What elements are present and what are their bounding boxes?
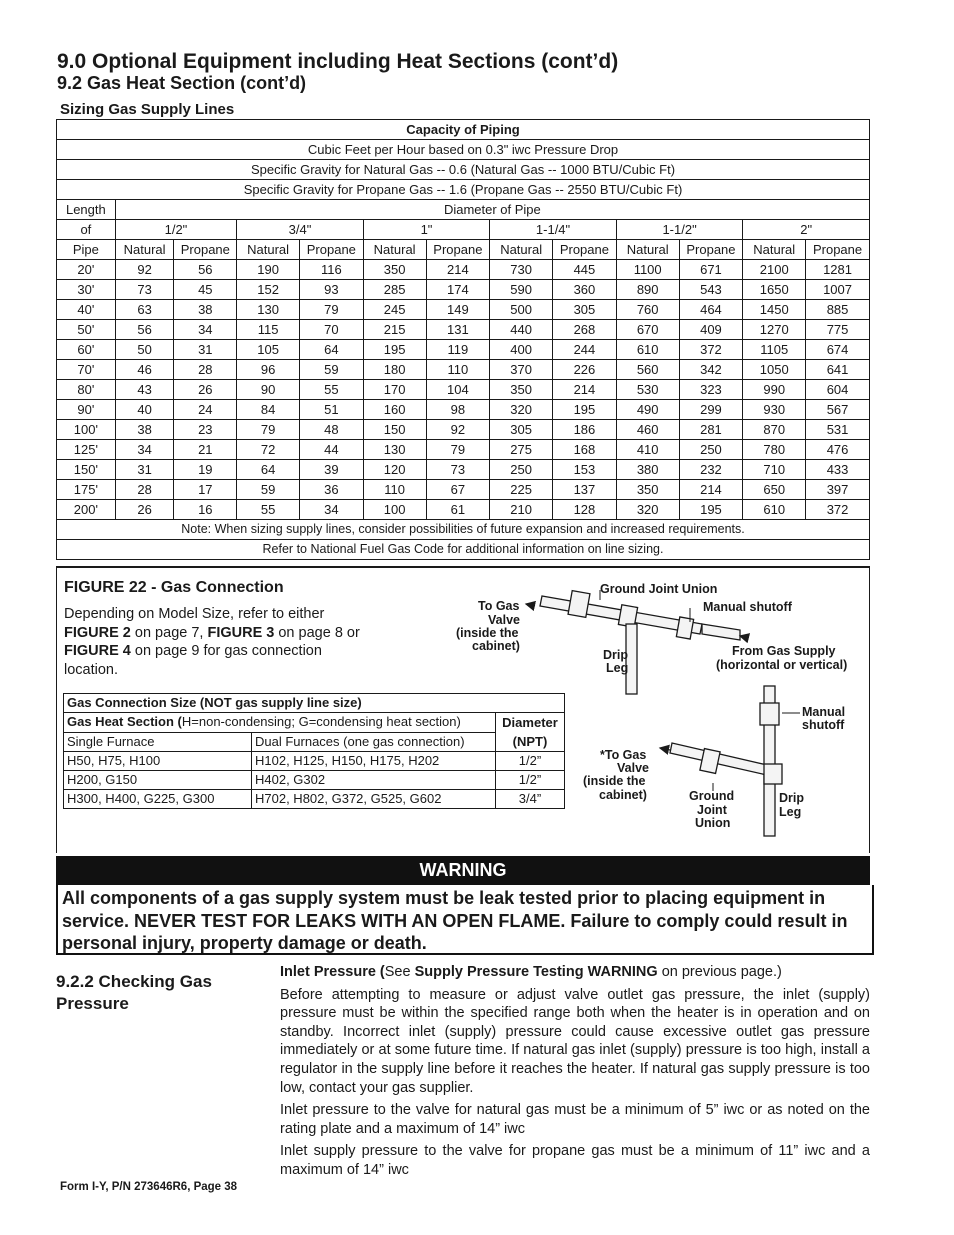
table-propane-gravity: Specific Gravity for Propane Gas -- 1.6 (Propane Gas -- 2550 BTU/Cubic Ft) <box>57 180 870 200</box>
capacity-cell: 543 <box>679 280 743 300</box>
capacity-cell: 150 <box>363 420 426 440</box>
diameter-unit: (NPT) <box>512 734 548 749</box>
capacity-cell: 180 <box>363 360 426 380</box>
table-row <box>57 420 870 440</box>
capacity-cell: 19 <box>174 460 237 480</box>
capacity-cell: 930 <box>743 400 806 420</box>
length-header-pipe: Pipe <box>57 240 116 260</box>
capacity-cell: 79 <box>237 420 300 440</box>
pipe-length-cell: 200' <box>57 500 116 520</box>
capacity-cell: 760 <box>616 300 679 320</box>
label-to-gas-valve-lower: cabinet) <box>599 788 647 802</box>
pipe-length-cell: 175' <box>57 480 116 500</box>
capacity-cell: 55 <box>299 380 363 400</box>
capacity-cell: 137 <box>553 480 617 500</box>
capacity-cell: 79 <box>426 440 490 460</box>
paragraph: Inlet pressure to the valve for natural gas must be a minimum of 5” iwc or as noted on the rating plate and a maximum of 14” iwc <box>280 1102 870 1137</box>
capacity-cell: 490 <box>616 400 679 420</box>
figure-ref-link: FIGURE 2 <box>64 624 131 641</box>
heat-section-note: H=non-condensing; G=condensing heat section) <box>181 714 461 730</box>
conn-single-cell: H50, H75, H100 <box>64 752 252 771</box>
capacity-cell: 775 <box>806 320 870 340</box>
table-row <box>57 300 870 320</box>
table-note: Refer to National Fuel Gas Code for additional information on line sizing. <box>57 540 870 560</box>
label-drip-leg-lower: Drip <box>779 791 804 805</box>
capacity-cell: 397 <box>806 480 870 500</box>
label-ground-joint-union: Ground Joint Union <box>600 582 718 596</box>
capacity-cell: 195 <box>679 500 743 520</box>
capacity-cell: 590 <box>490 280 553 300</box>
gas-type-header: Natural <box>616 240 679 260</box>
capacity-cell: 372 <box>679 340 743 360</box>
warning-text: All components of a gas supply system must be leak tested prior to placing equipment in service. NEVER TEST FOR LEAKS WITH AN OPEN FLAME. Failure to comply could result in personal injury, property damage or death. <box>56 885 874 955</box>
capacity-cell: 34 <box>115 440 174 460</box>
capacity-cell: 55 <box>237 500 300 520</box>
pipe-length-cell: 80' <box>57 380 116 400</box>
capacity-cell: 350 <box>363 260 426 280</box>
capacity-cell: 650 <box>743 480 806 500</box>
inlet-pressure-text: See <box>384 964 415 980</box>
capacity-cell: 26 <box>115 500 174 520</box>
capacity-cell: 51 <box>299 400 363 420</box>
gas-connection-diagram <box>440 578 870 843</box>
table-row <box>57 340 870 360</box>
label-manual-shutoff-right: shutoff <box>802 718 845 732</box>
pipe-length-cell: 50' <box>57 320 116 340</box>
capacity-cell: 531 <box>806 420 870 440</box>
capacity-cell: 890 <box>616 280 679 300</box>
pipe-length-cell: 30' <box>57 280 116 300</box>
capacity-cell: 96 <box>237 360 300 380</box>
gas-type-header: Natural <box>490 240 553 260</box>
gas-type-header: Natural <box>237 240 300 260</box>
pipe-length-cell: 125' <box>57 440 116 460</box>
capacity-cell: 433 <box>806 460 870 480</box>
capacity-cell: 28 <box>115 480 174 500</box>
length-header-of: of <box>57 220 116 240</box>
page-title: 9.0 Optional Equipment including Heat Sections (cont’d) <box>57 50 619 73</box>
capacity-cell: 244 <box>553 340 617 360</box>
capacity-cell: 64 <box>299 340 363 360</box>
capacity-cell: 39 <box>299 460 363 480</box>
capacity-cell: 92 <box>426 420 490 440</box>
table-row <box>57 480 870 500</box>
capacity-cell: 610 <box>743 500 806 520</box>
gas-type-header: Propane <box>174 240 237 260</box>
capacity-cell: 305 <box>553 300 617 320</box>
label-from-gas-supply: (horizontal or vertical) <box>716 658 848 672</box>
capacity-cell: 160 <box>363 400 426 420</box>
size-header: 1/2" <box>115 220 236 240</box>
capacity-cell: 152 <box>237 280 300 300</box>
capacity-cell: 119 <box>426 340 490 360</box>
warning-reference: Supply Pressure Testing WARNING <box>414 964 658 980</box>
conn-single-cell: H300, H400, G225, G300 <box>64 790 252 809</box>
capacity-cell: 98 <box>426 400 490 420</box>
conn-table-heat-header <box>64 713 496 733</box>
dual-furnace-header: Dual Furnaces (one gas connection) <box>252 732 496 752</box>
capacity-cell: 92 <box>115 260 174 280</box>
conn-dia-cell: 1/2” <box>496 771 565 790</box>
label-ground-joint-union-lower: Ground <box>689 789 735 803</box>
capacity-cell: 409 <box>679 320 743 340</box>
capacity-cell: 225 <box>490 480 553 500</box>
capacity-cell: 342 <box>679 360 743 380</box>
conn-dual-cell: H402, G302 <box>252 771 496 790</box>
capacity-cell: 28 <box>174 360 237 380</box>
capacity-cell: 323 <box>679 380 743 400</box>
capacity-cell: 84 <box>237 400 300 420</box>
capacity-cell: 38 <box>115 420 174 440</box>
size-header: 3/4" <box>237 220 364 240</box>
capacity-cell: 63 <box>115 300 174 320</box>
size-header: 1-1/2" <box>616 220 743 240</box>
checking-gas-pressure-body <box>280 963 870 1184</box>
capacity-cell: 410 <box>616 440 679 460</box>
label-drip-leg: Drip <box>603 648 628 662</box>
capacity-cell: 1105 <box>743 340 806 360</box>
conn-single-cell: H200, G150 <box>64 771 252 790</box>
pipe-length-cell: 40' <box>57 300 116 320</box>
capacity-cell: 245 <box>363 300 426 320</box>
capacity-cell: 870 <box>743 420 806 440</box>
capacity-cell: 100 <box>363 500 426 520</box>
capacity-cell: 195 <box>553 400 617 420</box>
capacity-cell: 530 <box>616 380 679 400</box>
capacity-cell: 67 <box>426 480 490 500</box>
capacity-cell: 48 <box>299 420 363 440</box>
capacity-cell: 445 <box>553 260 617 280</box>
capacity-cell: 1281 <box>806 260 870 280</box>
diameter-header: Diameter of Pipe <box>115 200 869 220</box>
capacity-cell: 43 <box>115 380 174 400</box>
gas-type-header: Natural <box>363 240 426 260</box>
table-note: Note: When sizing supply lines, consider possibilities of future expansion and increased requirements. <box>57 520 870 540</box>
capacity-cell: 56 <box>115 320 174 340</box>
gas-type-header: Propane <box>553 240 617 260</box>
capacity-cell: 320 <box>616 500 679 520</box>
size-header: 1" <box>363 220 490 240</box>
single-furnace-header: Single Furnace <box>64 732 252 752</box>
capacity-cell: 214 <box>679 480 743 500</box>
capacity-cell: 40 <box>115 400 174 420</box>
capacity-cell: 131 <box>426 320 490 340</box>
table-row <box>57 380 870 400</box>
capacity-cell: 34 <box>299 500 363 520</box>
capacity-cell: 170 <box>363 380 426 400</box>
gas-type-header: Natural <box>115 240 174 260</box>
inlet-pressure-label: Inlet Pressure ( <box>280 964 385 980</box>
capacity-cell: 1100 <box>616 260 679 280</box>
capacity-cell: 21 <box>174 440 237 460</box>
table-natural-gravity: Specific Gravity for Natural Gas -- 0.6 (Natural Gas -- 1000 BTU/Cubic Ft) <box>57 160 870 180</box>
capacity-cell: 1270 <box>743 320 806 340</box>
label-to-gas-valve-lower: Valve <box>617 761 649 775</box>
figure-desc-text: on page 8 or <box>274 624 360 641</box>
capacity-cell: 116 <box>299 260 363 280</box>
capacity-cell: 24 <box>174 400 237 420</box>
capacity-cell: 130 <box>237 300 300 320</box>
capacity-cell: 1007 <box>806 280 870 300</box>
capacity-cell: 130 <box>363 440 426 460</box>
page-footer: Form I-Y, P/N 273646R6, Page 38 <box>60 1181 238 1193</box>
label-to-gas-valve-lower: *To Gas <box>600 748 647 762</box>
pipe-length-cell: 60' <box>57 340 116 360</box>
length-header: Length <box>57 200 116 220</box>
capacity-cell: 31 <box>115 460 174 480</box>
capacity-cell: 275 <box>490 440 553 460</box>
capacity-cell: 730 <box>490 260 553 280</box>
capacity-cell: 90 <box>237 380 300 400</box>
table-row <box>57 360 870 380</box>
capacity-cell: 168 <box>553 440 617 460</box>
piping-capacity-table <box>56 119 870 560</box>
heat-section-label: Gas Heat Section ( <box>67 714 182 730</box>
size-header: 2" <box>743 220 870 240</box>
capacity-cell: 285 <box>363 280 426 300</box>
checking-gas-pressure-heading: 9.2.2 Checking Gas Pressure <box>56 972 212 1013</box>
diameter-label: Diameter <box>502 715 558 730</box>
capacity-cell: 370 <box>490 360 553 380</box>
label-manual-shutoff: Manual shutoff <box>703 600 792 614</box>
label-manual-shutoff-right: Manual <box>802 705 846 719</box>
capacity-cell: 250 <box>490 460 553 480</box>
label-to-gas-valve: (inside the <box>456 626 519 640</box>
pipe-length-cell: 150' <box>57 460 116 480</box>
table-row <box>57 260 870 280</box>
capacity-cell: 59 <box>299 360 363 380</box>
label-ground-joint-union-lower: Joint <box>697 803 727 817</box>
label-from-gas-supply: From Gas Supply <box>732 644 836 658</box>
capacity-cell: 299 <box>679 400 743 420</box>
table-row <box>57 280 870 300</box>
capacity-cell: 464 <box>679 300 743 320</box>
capacity-cell: 1650 <box>743 280 806 300</box>
capacity-cell: 23 <box>174 420 237 440</box>
capacity-cell: 674 <box>806 340 870 360</box>
capacity-cell: 372 <box>806 500 870 520</box>
figure-description <box>64 605 360 679</box>
conn-table-title: Gas Connection Size (NOT gas supply line size) <box>64 694 565 713</box>
capacity-cell: 440 <box>490 320 553 340</box>
capacity-cell: 174 <box>426 280 490 300</box>
capacity-cell: 110 <box>363 480 426 500</box>
table-row <box>57 500 870 520</box>
paragraph: Before attempting to measure or adjust valve outlet gas pressure, the inlet (supply) pressure must be within the specified range both when the heater is in operation and on standby. Incorrect inlet (supply) pressure could cause excessive outlet gas pressure immediately or at some future time. If natural gas inlet (supply) pressure is too high, install a regulator in the supply line before it reaches the heater. If natural gas supply pressure is too low, contact your gas supplier. <box>280 986 870 1096</box>
capacity-cell: 153 <box>553 460 617 480</box>
capacity-cell: 670 <box>616 320 679 340</box>
capacity-cell: 1050 <box>743 360 806 380</box>
capacity-cell: 45 <box>174 280 237 300</box>
table-row <box>57 440 870 460</box>
page-subtitle: 9.2 Gas Heat Section (cont’d) <box>57 73 307 93</box>
capacity-cell: 460 <box>616 420 679 440</box>
capacity-cell: 226 <box>553 360 617 380</box>
gas-type-header: Propane <box>299 240 363 260</box>
size-header: 1-1/4" <box>490 220 617 240</box>
capacity-cell: 115 <box>237 320 300 340</box>
conn-dual-cell: H102, H125, H150, H175, H202 <box>252 752 496 771</box>
section-heading: Sizing Gas Supply Lines <box>60 101 235 118</box>
figure-desc-text: on page 7, <box>130 624 208 641</box>
capacity-cell: 16 <box>174 500 237 520</box>
label-to-gas-valve-lower: (inside the <box>583 774 646 788</box>
table-row <box>57 320 870 340</box>
capacity-cell: 567 <box>806 400 870 420</box>
capacity-cell: 400 <box>490 340 553 360</box>
capacity-cell: 128 <box>553 500 617 520</box>
capacity-cell: 34 <box>174 320 237 340</box>
table-subcaption: Cubic Feet per Hour based on 0.3" iwc Pressure Drop <box>57 140 870 160</box>
table-row <box>57 460 870 480</box>
capacity-cell: 70 <box>299 320 363 340</box>
capacity-cell: 604 <box>806 380 870 400</box>
capacity-cell: 61 <box>426 500 490 520</box>
figure-desc-text: Depending on Model Size, refer to either <box>64 606 325 622</box>
capacity-cell: 17 <box>174 480 237 500</box>
capacity-cell: 268 <box>553 320 617 340</box>
label-drip-leg-lower: Leg <box>779 805 802 819</box>
capacity-cell: 38 <box>174 300 237 320</box>
pipe-length-cell: 100' <box>57 420 116 440</box>
table-caption: Capacity of Piping <box>57 120 870 140</box>
pipe-length-cell: 70' <box>57 360 116 380</box>
capacity-cell: 250 <box>679 440 743 460</box>
capacity-cell: 210 <box>490 500 553 520</box>
capacity-cell: 641 <box>806 360 870 380</box>
capacity-cell: 56 <box>174 260 237 280</box>
capacity-cell: 195 <box>363 340 426 360</box>
capacity-cell: 350 <box>616 480 679 500</box>
capacity-cell: 305 <box>490 420 553 440</box>
label-drip-leg: Leg <box>606 661 629 675</box>
capacity-cell: 214 <box>426 260 490 280</box>
capacity-cell: 186 <box>553 420 617 440</box>
capacity-cell: 79 <box>299 300 363 320</box>
capacity-cell: 36 <box>299 480 363 500</box>
figure-title: FIGURE 22 - Gas Connection <box>64 579 284 596</box>
inlet-pressure-text: on previous page.) <box>657 964 782 980</box>
capacity-cell: 93 <box>299 280 363 300</box>
gas-type-header: Propane <box>806 240 870 260</box>
capacity-cell: 73 <box>426 460 490 480</box>
capacity-cell: 105 <box>237 340 300 360</box>
table-row <box>57 400 870 420</box>
capacity-cell: 476 <box>806 440 870 460</box>
label-to-gas-valve: cabinet) <box>472 639 520 653</box>
label-ground-joint-union-lower: Union <box>695 816 731 830</box>
figure-desc-text: on page 9 for gas connection location. <box>64 643 322 678</box>
conn-dia-cell: 3/4” <box>496 790 565 809</box>
capacity-cell: 72 <box>237 440 300 460</box>
capacity-cell: 59 <box>237 480 300 500</box>
gas-type-header: Propane <box>426 240 490 260</box>
capacity-cell: 360 <box>553 280 617 300</box>
capacity-cell: 560 <box>616 360 679 380</box>
paragraph: Inlet supply pressure to the valve for propane gas must be a minimum of 11” iwc and a maximum of 14” iwc <box>280 1143 870 1178</box>
conn-dia-cell: 1/2” <box>496 752 565 771</box>
capacity-cell: 885 <box>806 300 870 320</box>
capacity-cell: 64 <box>237 460 300 480</box>
capacity-cell: 149 <box>426 300 490 320</box>
capacity-cell: 671 <box>679 260 743 280</box>
capacity-cell: 610 <box>616 340 679 360</box>
pipe-length-cell: 20' <box>57 260 116 280</box>
capacity-cell: 780 <box>743 440 806 460</box>
label-to-gas-valve: To Gas <box>478 599 520 613</box>
capacity-cell: 120 <box>363 460 426 480</box>
capacity-cell: 320 <box>490 400 553 420</box>
warning-heading: WARNING <box>56 856 870 885</box>
gas-type-header: Propane <box>679 240 743 260</box>
capacity-cell: 215 <box>363 320 426 340</box>
gas-type-header: Natural <box>743 240 806 260</box>
capacity-cell: 44 <box>299 440 363 460</box>
capacity-cell: 110 <box>426 360 490 380</box>
capacity-cell: 500 <box>490 300 553 320</box>
capacity-cell: 50 <box>115 340 174 360</box>
capacity-cell: 46 <box>115 360 174 380</box>
pipe-length-cell: 90' <box>57 400 116 420</box>
capacity-cell: 104 <box>426 380 490 400</box>
capacity-cell: 73 <box>115 280 174 300</box>
capacity-cell: 380 <box>616 460 679 480</box>
capacity-cell: 232 <box>679 460 743 480</box>
capacity-cell: 190 <box>237 260 300 280</box>
conn-dual-cell: H702, H802, G372, G525, G602 <box>252 790 496 809</box>
capacity-cell: 1450 <box>743 300 806 320</box>
capacity-cell: 2100 <box>743 260 806 280</box>
capacity-cell: 350 <box>490 380 553 400</box>
label-to-gas-valve: Valve <box>488 613 520 627</box>
inlet-pressure-heading <box>280 963 870 982</box>
figure-ref-link: FIGURE 3 <box>207 624 275 641</box>
capacity-cell: 214 <box>553 380 617 400</box>
capacity-cell: 31 <box>174 340 237 360</box>
capacity-cell: 281 <box>679 420 743 440</box>
capacity-cell: 990 <box>743 380 806 400</box>
capacity-cell: 710 <box>743 460 806 480</box>
capacity-cell: 26 <box>174 380 237 400</box>
figure-ref-link: FIGURE 4 <box>64 643 131 659</box>
